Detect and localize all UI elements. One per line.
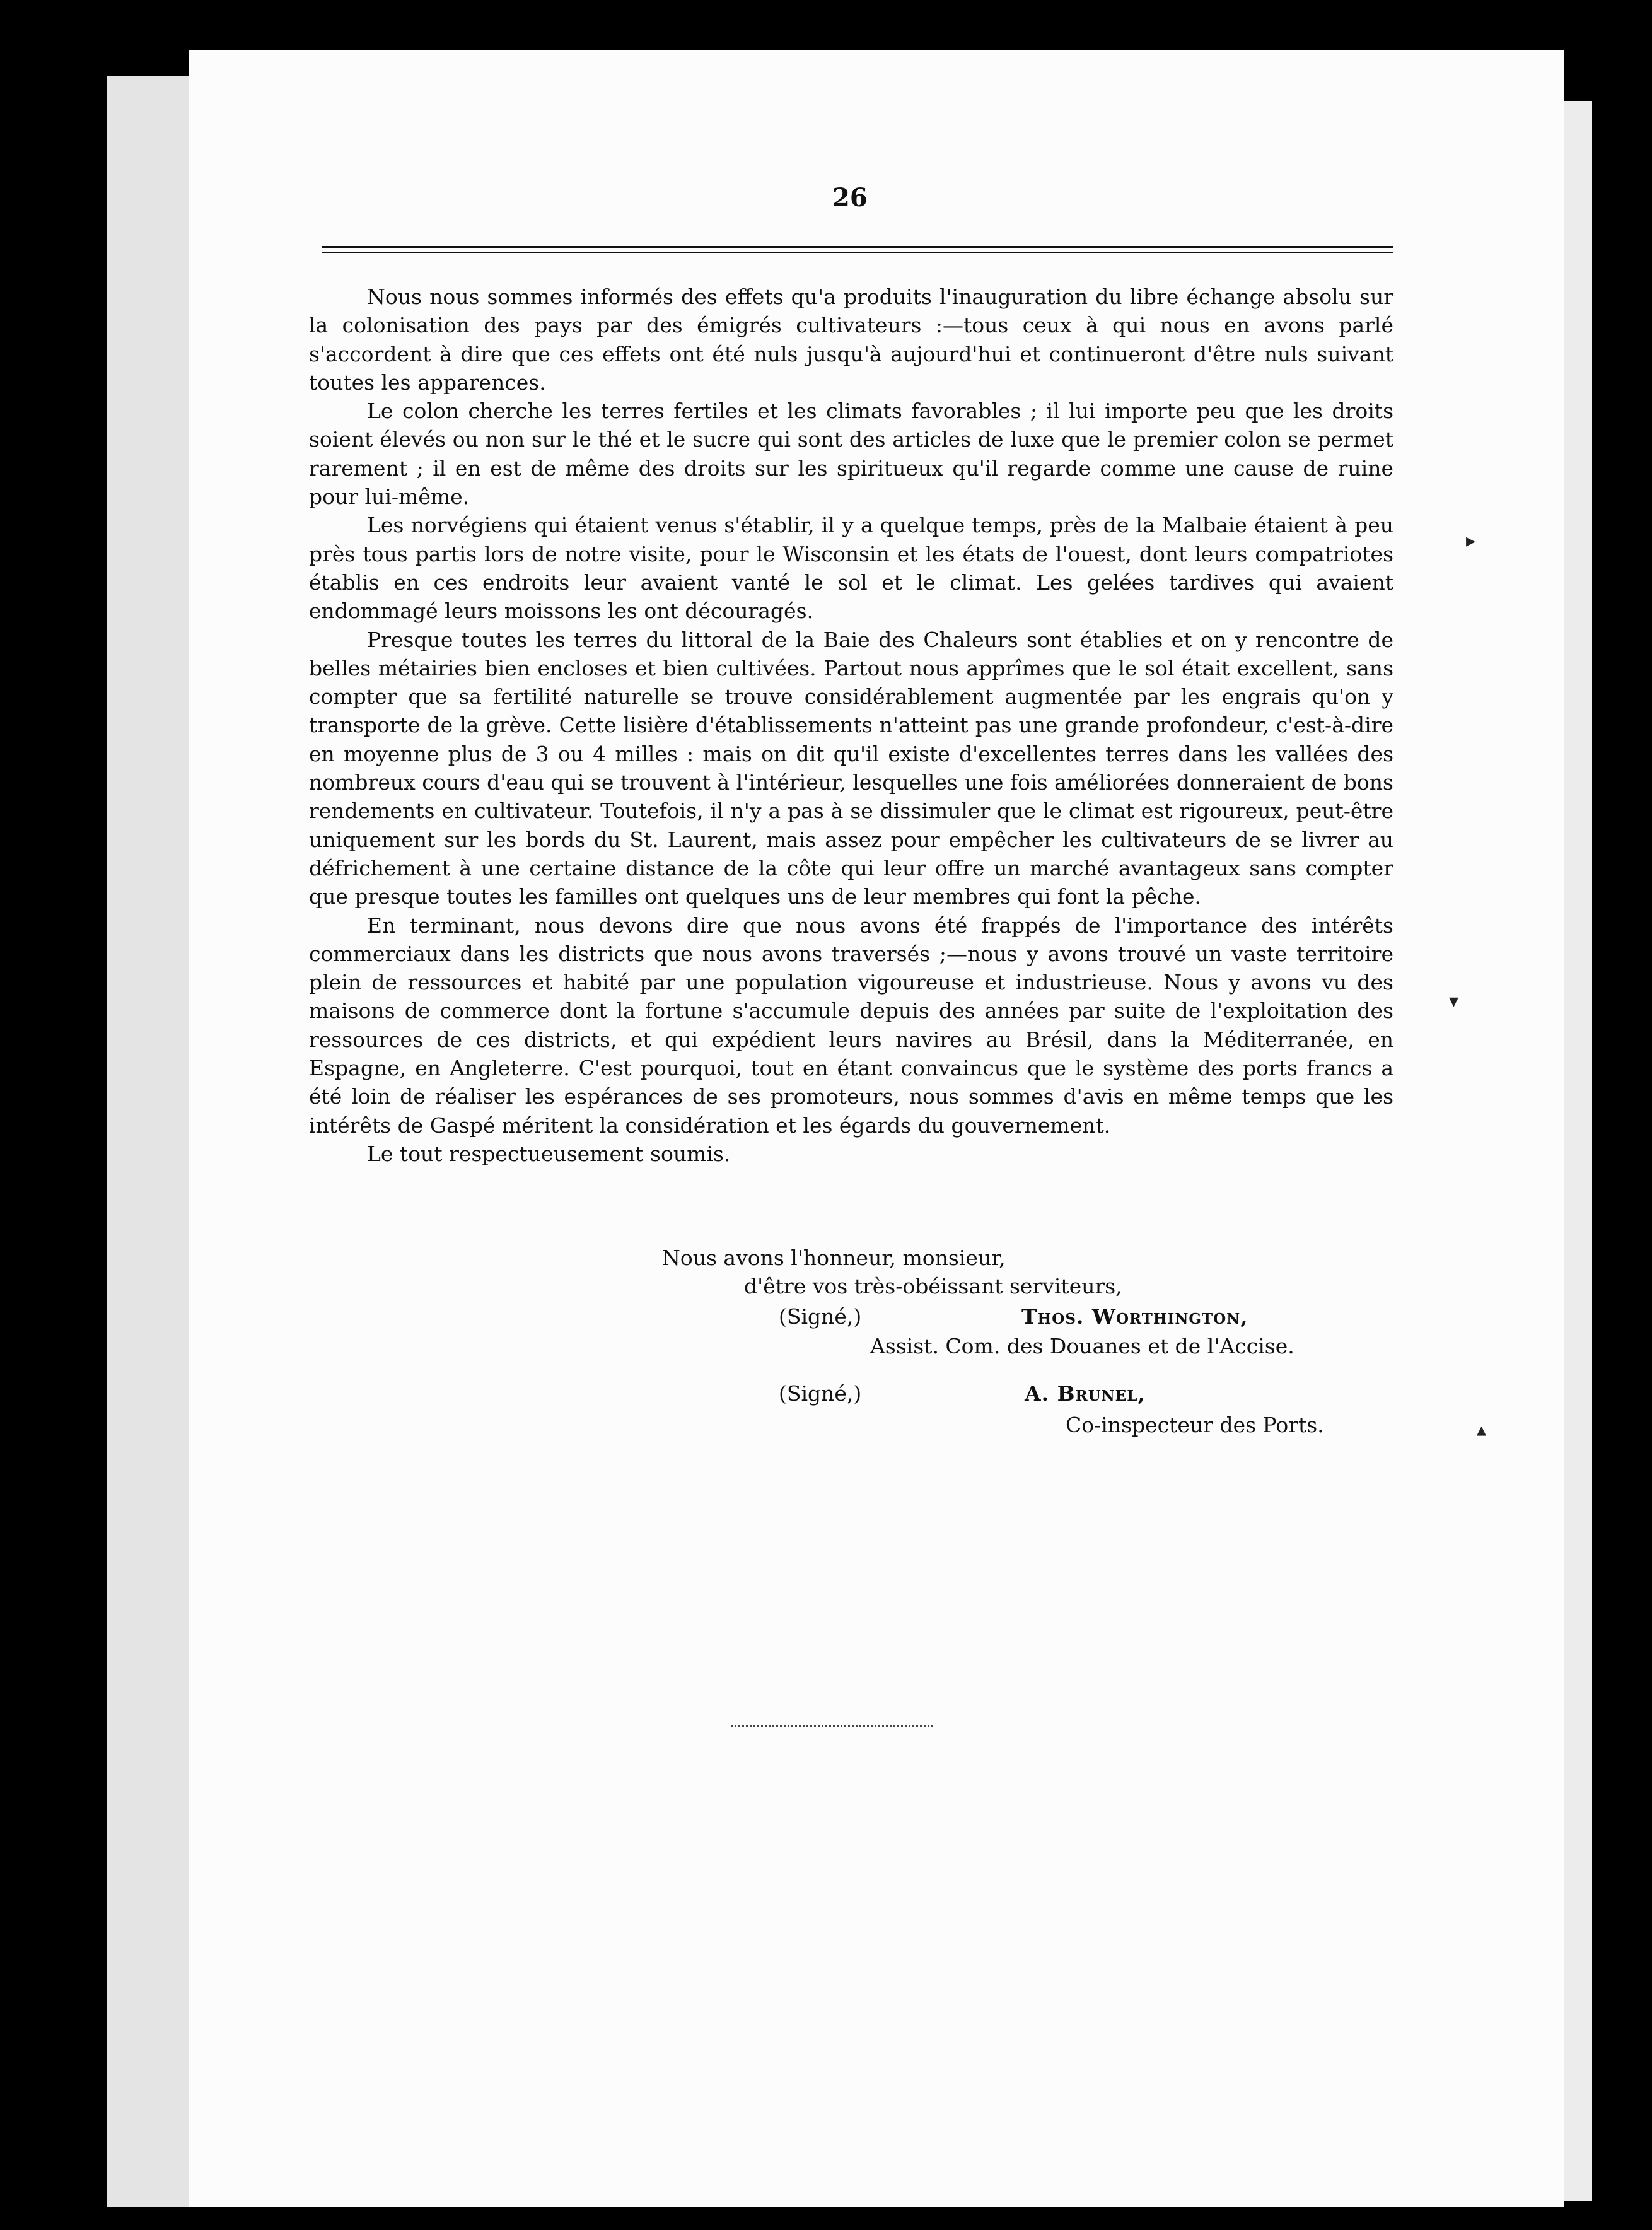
closing-line: Le tout respectueusement soumis. — [367, 1141, 731, 1166]
paragraph-norwegians: Les norvégiens qui étaient venus s'établir, il y a quelque temps, près de la Malbaie étaient à peu près tous partis lors de notre visite, pour le Wisconsin et les états de l'ouest, dont leurs compatriotes établis en ces endroits leur avaient vanté le sol et le climat. Les gelées tardives qui avaient endommagé leurs moissons les ont découragés. — [309, 513, 1393, 624]
salutation-line-1: Nous avons l'honneur, monsieur, — [662, 1246, 1006, 1270]
margin-speck: ▴ — [1477, 1419, 1487, 1441]
header-rule-thin — [322, 252, 1393, 253]
signed-label-2: (Signé,) — [779, 1381, 862, 1406]
header-rule-thick — [322, 246, 1393, 248]
end-ornament-rule — [731, 1725, 933, 1727]
paragraph-free-trade: Nous nous sommes informés des effets qu'a produits l'inauguration du libre échange absolu sur la colonisation des pays par des émigrés cultivateurs :—tous ceux à qui nous en avons parlé s'accordent à dire que ces effets ont été nuls jusqu'à aujourd'hui et continueront d'être nuls suivant toutes les apparences. — [309, 284, 1393, 395]
margin-speck: ▸ — [1466, 530, 1476, 552]
letter-body — [309, 283, 1393, 1168]
signatory-title-1: Assist. Com. des Douanes et de l'Accise. — [870, 1334, 1294, 1358]
signatory-name-1: Thos. Worthington, — [1021, 1304, 1248, 1329]
signatory-name-2: A. Brunel, — [1025, 1381, 1146, 1406]
paragraph-conclusion: En terminant, nous devons dire que nous avons été frappés de l'importance des intérêts commerciaux dans les districts que nous avons traversés ;—nous y avons trouvé un vaste territoire plein de ressources et habité par une population vigoureuse et industrieuse. Nous y avons vu des maisons de commerce dont la fortune s'accumule depuis des années par suite de l'exploitation des ressources de ces districts, et qui expédient leurs navires au Brésil, dans la Méditerranée, en Espagne, en Angleterre. C'est pourquoi, tout en étant convaincus que le système des ports francs a été loin de réaliser les espérances de ses promoteurs, nous sommes d'avis en même temps que les intérêts de Gaspé méritent la considération et les égards du gouvernement. — [309, 913, 1393, 1138]
signed-label-1: (Signé,) — [779, 1304, 862, 1329]
margin-speck: ▾ — [1449, 990, 1459, 1012]
signatory-title-2: Co-inspecteur des Ports. — [1066, 1413, 1324, 1437]
salutation-line-2: d'être vos très-obéissant serviteurs, — [744, 1274, 1122, 1299]
page-number: 26 — [832, 183, 868, 213]
header-rule — [322, 246, 1393, 256]
paragraph-baie-des-chaleurs: Presque toutes les terres du littoral de la Baie des Chaleurs sont établies et on y rencontre de belles métairies bien encloses et bien cultivées. Partout nous apprîmes que le sol était excellent, sans compter que sa fertilité naturelle se trouve considérablement augmentée par les engrais qu'on y transporte de la grève. Cette lisière d'établissements n'atteint pas une grande profondeur, c'est-à-dire en moyenne plus de 3 ou 4 milles : mais on dit qu'il existe d'excellentes terres dans les vallées des nombreux cours d'eau qui se trouvent à l'intérieur, lesquelles une fois améliorées donneraient de bons rendements en cultivateur. Toutefois, il n'y a pas à se dissimuler que le climat est rigoureux, peut-être uniquement sur les bords du St. Laurent, mais assez pour empêcher les cultivateurs de se livrer au défrichement à une certaine distance de la côte qui leur offre un marché avantageux sans compter que presque toutes les familles ont quelques uns de leur membres qui font la pêche. — [309, 627, 1393, 909]
paragraph-colon: Le colon cherche les terres fertiles et les climats favorables ; il lui importe peu que les droits soient élevés ou non sur le thé et le sucre qui sont des articles de luxe que le premier colon se permet rarement ; il en est de même des droits sur les spiritueux qu'il regarde comme une cause de ruine pour lui-même. — [309, 399, 1393, 510]
